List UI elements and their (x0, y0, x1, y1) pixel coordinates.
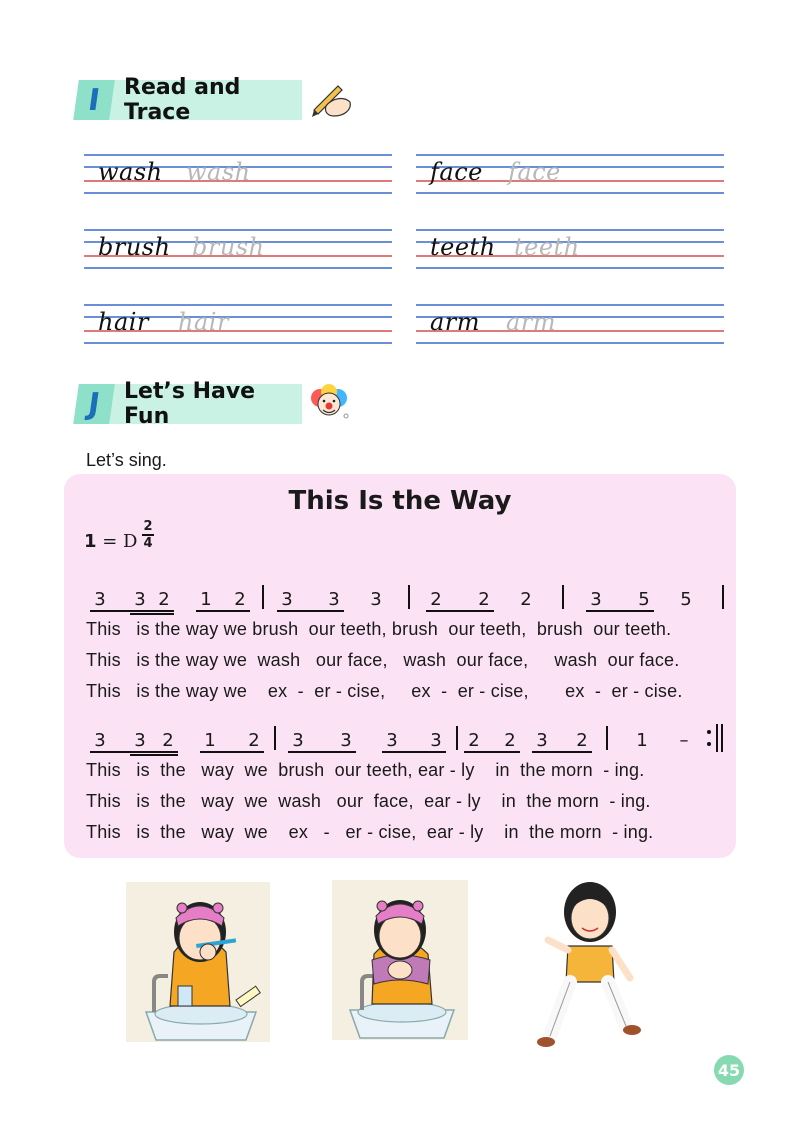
guide-line (416, 229, 724, 231)
row1-note: 2 (520, 589, 532, 610)
lyric-line: This is the way we brush our teeth, ear - ly in the morn - ing. (86, 760, 645, 780)
row2-note: 2 (576, 730, 588, 751)
section-i-title: Read and Trace (106, 80, 302, 120)
guide-line (416, 154, 724, 156)
section-j-title: Let’s Have Fun (106, 384, 302, 424)
row2-note: 2 (248, 730, 260, 751)
row2-note: 2 (162, 730, 174, 751)
trace-row-face (416, 154, 724, 194)
note-beam (196, 610, 250, 612)
guide-line (416, 342, 724, 344)
trace-row-arm (416, 304, 724, 344)
lyric-line: This is the way we ex - er - cise, ex - er - cise, ex - er - cise. (86, 681, 683, 701)
bar-line (408, 585, 410, 609)
row2-note: 3 (386, 730, 398, 751)
girl-washing-face-illustration (332, 880, 468, 1040)
row1-note: 3 (281, 589, 293, 610)
note-beam (130, 613, 174, 615)
row2-note: 3 (430, 730, 442, 751)
trace-word-arm[interactable]: arm (506, 308, 557, 336)
key-signature-text: = D (96, 531, 138, 552)
row2-note: 3 (292, 730, 304, 751)
row1-note: 1 (200, 589, 212, 610)
section-j-header (76, 379, 306, 429)
row2-note: – (679, 730, 689, 751)
bar-line (721, 724, 723, 752)
row1-note: 3 (590, 589, 602, 610)
trace-word-brush[interactable]: brush (192, 233, 265, 261)
instruction-text: Let’s sing. (86, 450, 167, 470)
guide-line (84, 229, 392, 231)
row1-note: 2 (158, 589, 170, 610)
bar-line (562, 585, 564, 609)
trace-row-hair (84, 304, 392, 344)
lyric-line: This is the way we wash our face, ear - ly in the morn - ing. (86, 791, 651, 811)
row1-note: 3 (94, 589, 106, 610)
clown-face-icon (306, 382, 352, 424)
bar-line (722, 585, 724, 609)
row1-note: 5 (680, 589, 692, 610)
guide-line (84, 304, 392, 306)
word-brush: brush (98, 233, 171, 261)
repeat-dots (707, 730, 712, 746)
bar-line (262, 585, 264, 609)
guide-line (416, 192, 724, 194)
trace-word-teeth[interactable]: teeth (514, 233, 580, 261)
row2-note: 3 (340, 730, 352, 751)
note-beam (464, 751, 520, 753)
note-beam (532, 751, 592, 753)
word-teeth: teeth (430, 233, 496, 261)
word-face: face (430, 158, 483, 186)
row2-note: 1 (204, 730, 216, 751)
guide-line (416, 267, 724, 269)
guide-line (84, 192, 392, 194)
bar-line (456, 726, 458, 750)
time-signature-bottom: 4 (143, 535, 153, 551)
note-beam (426, 610, 494, 612)
row1-note: 3 (134, 589, 146, 610)
girl-running-illustration (530, 876, 650, 1052)
row1-note: 2 (430, 589, 442, 610)
note-beam (277, 610, 344, 612)
trace-row-brush (84, 229, 392, 269)
row1-note: 5 (638, 589, 650, 610)
note-beam (90, 610, 174, 612)
row2-note: 2 (504, 730, 516, 751)
section-i-header (76, 75, 306, 125)
row2-note: 1 (636, 730, 648, 751)
lyric-line: This is the way we wash our face, wash our face, wash our face. (86, 650, 680, 670)
guide-line (416, 304, 724, 306)
lyric-line: This is the way we ex - er - cise, ear - ly in the morn - ing. (86, 822, 654, 842)
guide-line (84, 342, 392, 344)
row1-note: 2 (234, 589, 246, 610)
writing-hand-icon (304, 80, 354, 120)
section-i-letter: I (73, 80, 115, 120)
note-beam (586, 610, 654, 612)
note-beam (130, 754, 178, 756)
note-beam (90, 751, 178, 753)
word-hair: hair (98, 308, 149, 336)
time-signature (141, 519, 155, 551)
row1-note: 2 (478, 589, 490, 610)
section-j-letter: J (73, 384, 115, 424)
trace-word-hair[interactable]: hair (178, 308, 229, 336)
row1-note: 3 (370, 589, 382, 610)
row1-note: 3 (328, 589, 340, 610)
trace-row-teeth (416, 229, 724, 269)
row2-note: 3 (94, 730, 106, 751)
row2-note: 3 (134, 730, 146, 751)
word-wash: wash (98, 158, 163, 186)
guide-line (84, 267, 392, 269)
trace-word-wash[interactable]: wash (186, 158, 251, 186)
key-signature (84, 531, 138, 552)
girl-brushing-teeth-illustration (126, 882, 270, 1042)
key-do-numeral: 1 (84, 531, 97, 552)
note-beam (288, 751, 356, 753)
page-number-badge: 45 (714, 1055, 744, 1085)
bar-line (606, 726, 608, 750)
note-beam (200, 751, 264, 753)
guide-line (84, 154, 392, 156)
word-arm: arm (430, 308, 481, 336)
time-signature-top: 2 (143, 519, 153, 534)
trace-row-wash (84, 154, 392, 194)
row2-note: 3 (536, 730, 548, 751)
bar-line (274, 726, 276, 750)
bar-line (716, 724, 718, 752)
note-beam (382, 751, 446, 753)
lyric-line: This is the way we brush our teeth, brush our teeth, brush our teeth. (86, 619, 672, 639)
trace-word-face[interactable]: face (508, 158, 561, 186)
song-title: This Is the Way (288, 486, 512, 516)
row2-note: 2 (468, 730, 480, 751)
